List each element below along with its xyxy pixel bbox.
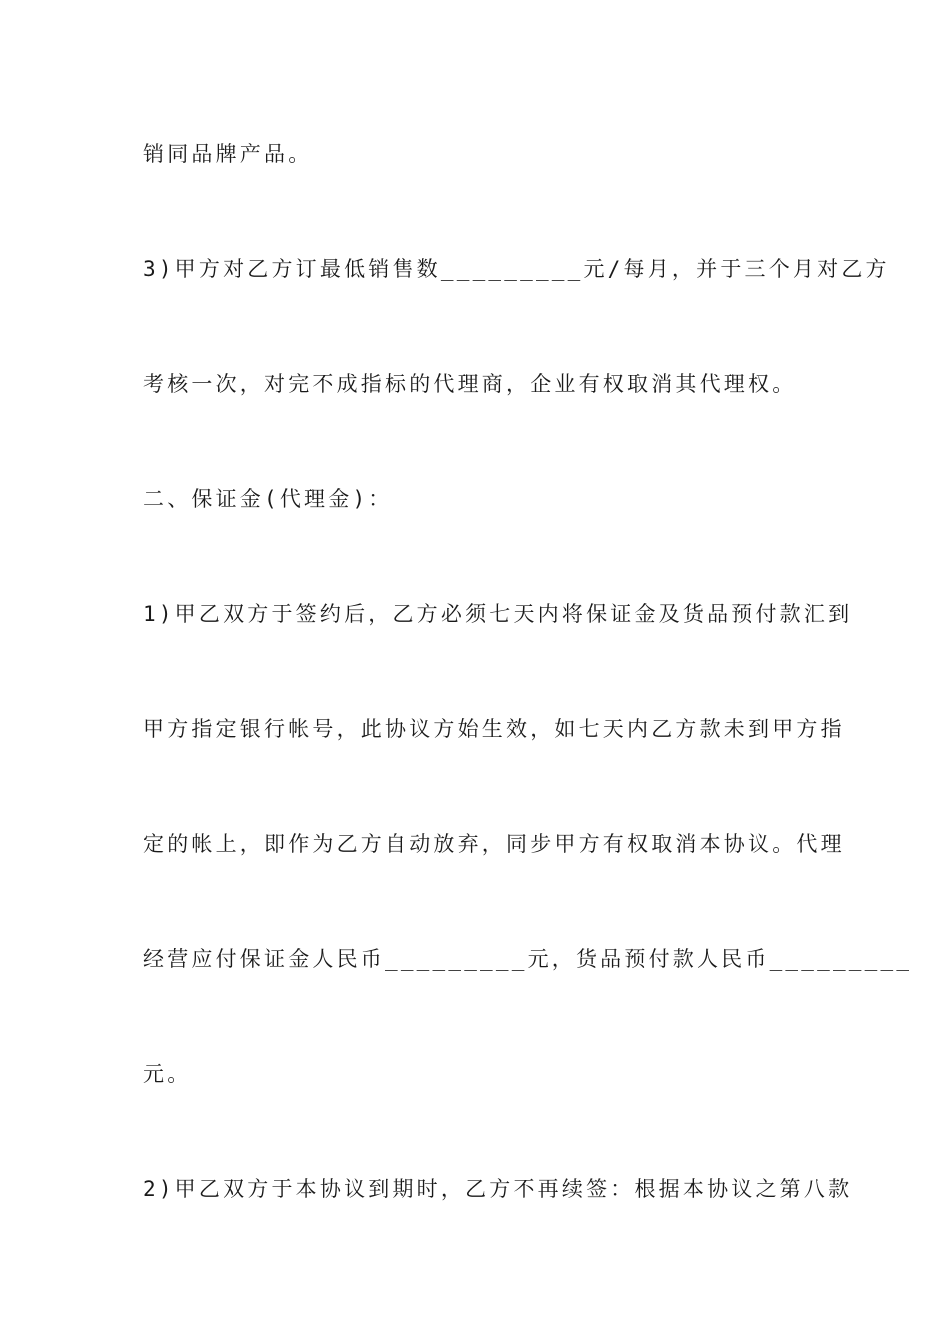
section-heading: 二、保证金(代理金)： bbox=[143, 487, 393, 511]
text-line-8: 经营应付保证金人民币_________元，货品预付款人民币_________ bbox=[143, 947, 913, 971]
text-line-5: 1)甲乙双方于签约后，乙方必须七天内将保证金及货品预付款汇到 bbox=[143, 602, 853, 626]
text-line-6: 甲方指定银行帐号，此协议方始生效，如七天内乙方款未到甲方指 bbox=[143, 717, 845, 741]
text-line-3: 考核一次，对完不成指标的代理商，企业有权取消其代理权。 bbox=[143, 372, 797, 396]
text-line-1: 销同品牌产品。 bbox=[143, 142, 313, 166]
text-line-7: 定的帐上，即作为乙方自动放弃，同步甲方有权取消本协议。代理 bbox=[143, 832, 845, 856]
text-line-9: 元。 bbox=[143, 1062, 192, 1086]
text-line-10: 2)甲乙双方于本协议到期时，乙方不再续签：根据本协议之第八款 bbox=[143, 1177, 853, 1201]
text-line-2: 3)甲方对乙方订最低销售数_________元/每月，并于三个月对乙方 bbox=[143, 257, 890, 281]
